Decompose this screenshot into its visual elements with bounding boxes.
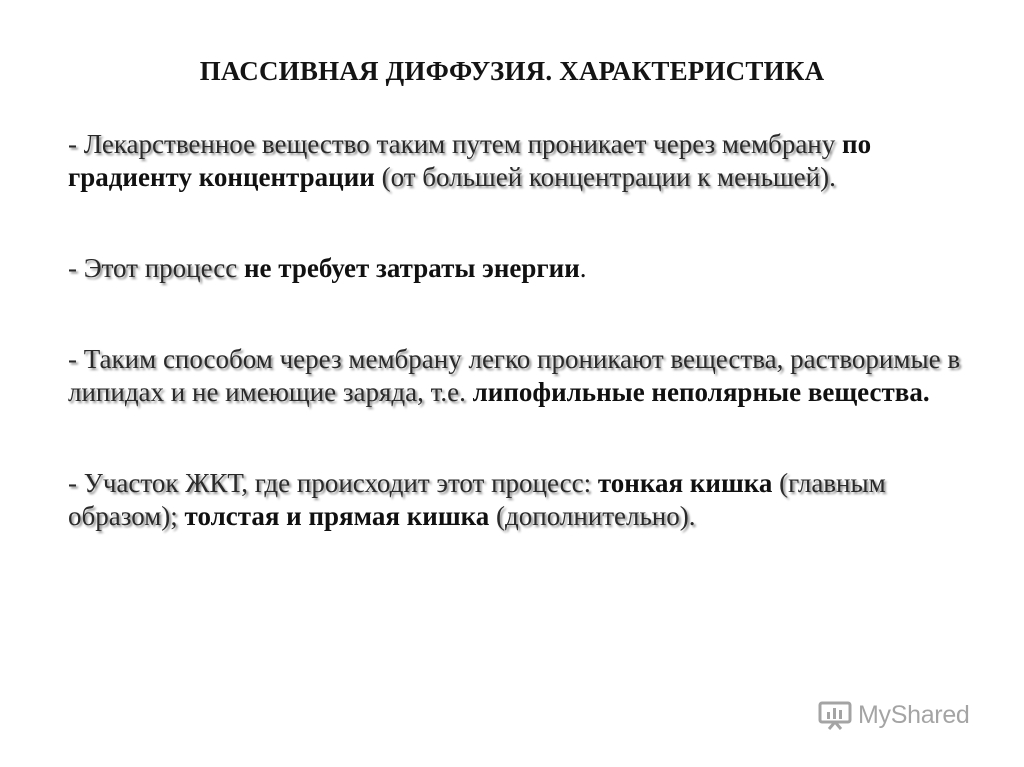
paragraph-4-emphasis-1: тонкая кишка [591, 468, 773, 498]
paragraph-1-emphasis: по градиенту концентрации [68, 129, 872, 192]
paragraph-4-emphasis-2: толстая и прямая кишка [177, 501, 490, 531]
paragraph-2-text: - Этот процесс [68, 253, 238, 283]
paragraph-4-text: - Участок ЖКТ, где происходит этот процесс: [68, 468, 592, 498]
slide-body [68, 128, 968, 533]
paragraph-diffusion-definition [68, 128, 968, 194]
paragraph-gi-tract [68, 467, 968, 533]
paragraph-2-emphasis: не требует затраты энергии [237, 253, 580, 283]
myshared-watermark [818, 700, 970, 730]
paragraph-3-emphasis: липофильные неполярные вещества. [465, 377, 930, 407]
watermark-text: MyShared [858, 700, 970, 729]
paragraph-4-note-2: (дополнительно). [489, 501, 696, 531]
paragraph-4-note-1: (главным образом); [68, 468, 886, 531]
paragraph-3-text: - Таким способом через мембрану легко проникают вещества, растворимые в липидах и не имеющие заряда, т.е. [68, 344, 961, 407]
presentation-board-icon [818, 700, 852, 730]
slide-title: ПАССИВНАЯ ДИФФУЗИЯ. ХАРАКТЕРИСТИКА [199, 56, 825, 86]
paragraph-1-text: - Лекарственное вещество таким путем проникает через мембрану [68, 129, 836, 159]
paragraph-lipophilic [68, 343, 968, 409]
paragraph-2-period: . [579, 253, 587, 283]
paragraph-energy [68, 252, 968, 285]
paragraph-1-text-end: (от большей концентрации к меньшей). [381, 162, 836, 192]
